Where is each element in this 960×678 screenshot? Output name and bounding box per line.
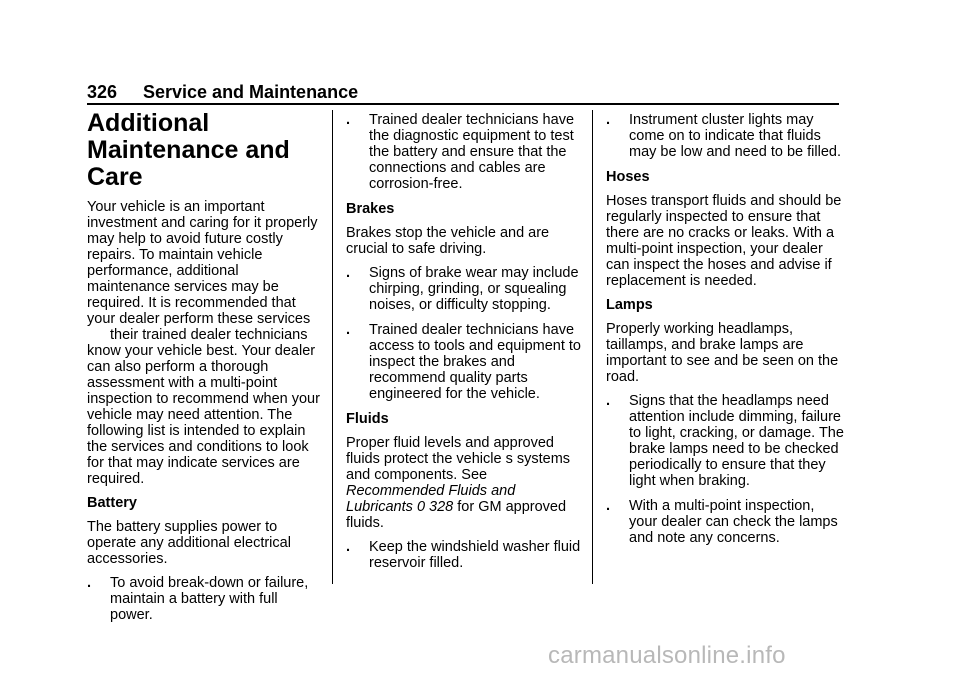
- bullet-icon: .: [346, 265, 351, 281]
- column-2: [346, 112, 586, 580]
- bullet-icon: .: [606, 498, 611, 514]
- header-rule: [87, 103, 839, 105]
- list-item: . Instrument cluster lights may come on to indicate that fluids may be low and need to be filled.: [606, 112, 841, 160]
- list-item: . Signs of brake wear may include chirping, grinding, or squealing noises, or difficulty stopping.: [346, 265, 579, 313]
- column-3: [606, 112, 844, 555]
- page-header: [87, 82, 358, 103]
- list-item: . Signs that the headlamps need attention include dimming, failure to light, cracking, or damage. The brake lamps need to be checked periodically to ensure that they light when braking.: [606, 393, 844, 489]
- hoses-text: Hoses transport fluids and should be regularly inspected to ensure that there are no cracks or leaks. With a multi-point inspection, your dealer can inspect the hoses and advise if replacement is needed.: [606, 193, 842, 289]
- section-title: Service and Maintenance: [143, 82, 359, 102]
- page-number: 326: [87, 82, 118, 102]
- brakes-heading: Brakes: [346, 201, 395, 217]
- column-divider: [592, 110, 593, 584]
- bullet-icon: .: [346, 539, 351, 555]
- column-1: [87, 110, 323, 632]
- bullet-icon: .: [87, 575, 92, 591]
- brakes-text: Brakes stop the vehicle and are crucial to safe driving.: [346, 225, 550, 257]
- list-item: . Keep the windshield washer fluid reservoir filled.: [346, 539, 581, 571]
- bullet-icon: .: [346, 112, 351, 128]
- lamps-heading: Lamps: [606, 297, 653, 313]
- hoses-heading: Hoses: [606, 169, 650, 185]
- list-item: . To avoid break-down or failure, maintain a battery with full power.: [87, 575, 309, 623]
- fluids-text: Proper fluid levels and approved fluids protect the vehicle s systems and components. See Recommended Fluids and Lubricants 0 328 for GM approved fluids.: [346, 435, 571, 531]
- fluids-link[interactable]: Recommended Fluids and Lubricants: [346, 483, 516, 515]
- watermark: carmanualsonline.info: [548, 642, 786, 669]
- battery-heading: Battery: [87, 495, 137, 511]
- list-item: . With a multi-point inspection, your dealer can check the lamps and note any concerns.: [606, 498, 838, 546]
- lamps-text: Properly working headlamps, taillamps, and brake lamps are important to see and be seen on the road.: [606, 321, 839, 385]
- bullet-icon: .: [606, 393, 611, 409]
- main-title: Additional Maintenance and Care: [87, 109, 290, 191]
- battery-text: The battery supplies power to operate any additional electrical accessories.: [87, 519, 291, 567]
- fluids-heading: Fluids: [346, 411, 389, 427]
- page-reference[interactable]: 0 328: [416, 499, 454, 515]
- list-item: . Trained dealer technicians have the diagnostic equipment to test the battery and ensure that the connections and cables are corrosion-free.: [346, 112, 575, 192]
- intro-paragraph: Your vehicle is an important investment and caring for it properly may help to avoid future costly repairs. To maintain vehicle performance, additional maintenance services may be required. It is recommended that your dealer perform these services their trained dealer technicians know your vehicle best. Your dealer can also perform a thorough assessment with a multi-point inspection to recommend when your vehicle may need attention. The following list is intended to explain the services and conditions to look for that may indicate services are required.: [87, 199, 320, 487]
- column-divider: [332, 110, 333, 584]
- bullet-icon: .: [606, 112, 611, 128]
- list-item: . Trained dealer technicians have access to tools and equipment to inspect the brakes and recommend quality parts engineered for the vehicle.: [346, 322, 581, 402]
- bullet-icon: .: [346, 322, 351, 338]
